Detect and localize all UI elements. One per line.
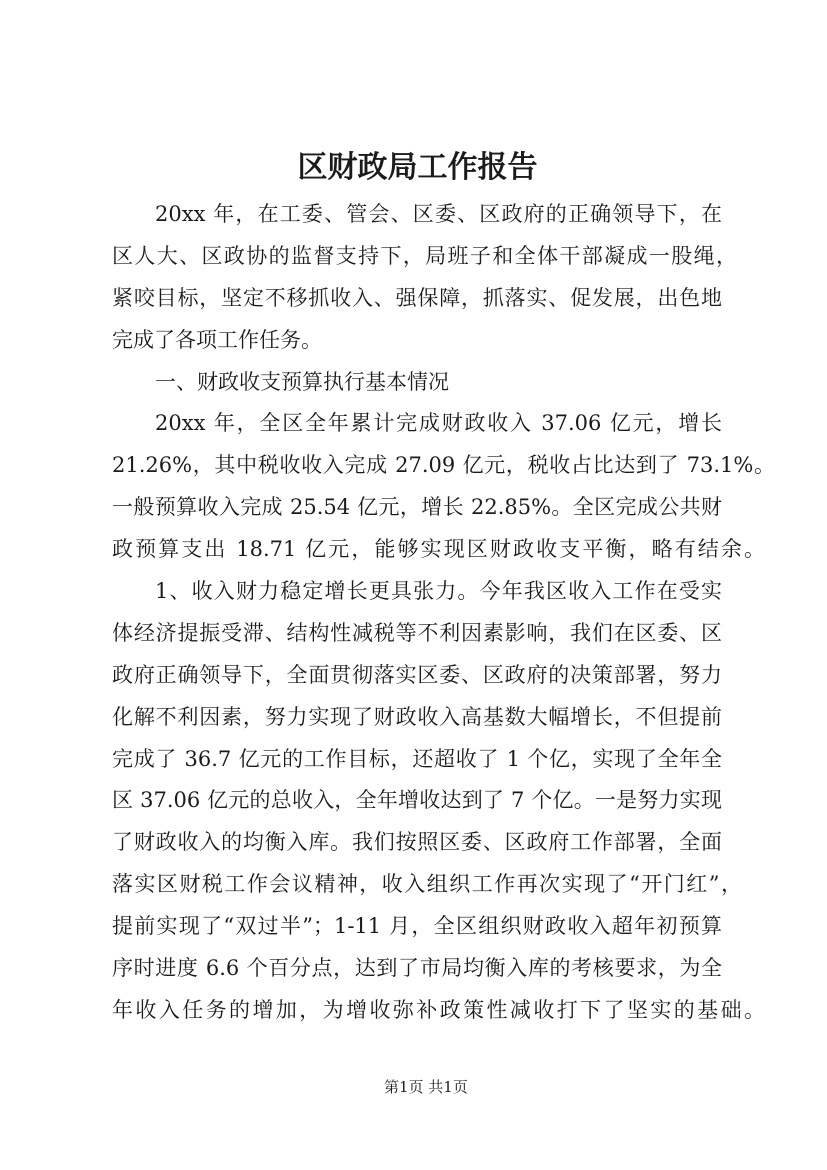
item-line: 提前实现了“双过半”；1-11 月，全区组织财政收入超年初预算 [112, 914, 722, 939]
item-line: 1、收入财力稳定增长更具张力。今年我区收入工作在受实 [155, 579, 722, 604]
item-line: 化解不利因素，努力实现了财政收入高基数大幅增长，不但提前 [112, 704, 722, 729]
item-line: 了财政收入的均衡入库。我们按照区委、区政府工作部署，全面 [112, 830, 722, 855]
page-title: 区财政局工作报告 [297, 150, 538, 185]
intro-line: 紧咬目标，坚定不移抓收入、强保障，抓落实、促发展，出色地 [112, 285, 722, 310]
item-line: 序时进度 6.6 个百分点，达到了市局均衡入库的考核要求，为全 [112, 956, 722, 981]
summary-line: 政预算支出 18.71 亿元，能够实现区财政收支平衡，略有结余。 [112, 537, 765, 562]
item-line: 落实区财税工作会议精神，收入组织工作再次实现了“开门红”， [112, 872, 742, 897]
item-line: 年收入任务的增加，为增收弥补政策性减收打下了坚实的基础。 [112, 997, 765, 1022]
summary-line: 一般预算收入完成 25.54 亿元，增长 22.85%。全区完成公共财 [112, 495, 722, 520]
page-number: 第1页 共1页 [384, 1078, 468, 1096]
section-heading: 一、财政收支预算执行基本情况 [155, 369, 449, 394]
item-line: 体经济提振受滞、结构性减税等不利因素影响，我们在区委、区 [112, 620, 722, 645]
intro-line: 区人大、区政协的监督支持下，局班子和全体干部凝成一股绳， [112, 243, 737, 268]
item-line: 完成了 36.7 亿元的工作目标，还超收了 1 个亿，实现了全年全 [112, 746, 722, 771]
summary-line: 20xx 年，全区全年累计完成财政收入 37.06 亿元，增长 [155, 411, 722, 436]
item-line: 区 37.06 亿元的总收入，全年增收达到了 7 个亿。一是努力实现 [112, 788, 722, 813]
summary-line: 21.26%，其中税收收入完成 27.09 亿元，税收占比达到了 73.1%。 [112, 453, 775, 478]
document-body [112, 194, 792, 1032]
intro-line: 20xx 年，在工委、管会、区委、区政府的正确领导下，在 [155, 202, 722, 226]
intro-line: 完成了各项工作任务。 [112, 327, 322, 352]
item-line: 政府正确领导下，全面贯彻落实区委、区政府的决策部署，努力 [112, 662, 722, 687]
